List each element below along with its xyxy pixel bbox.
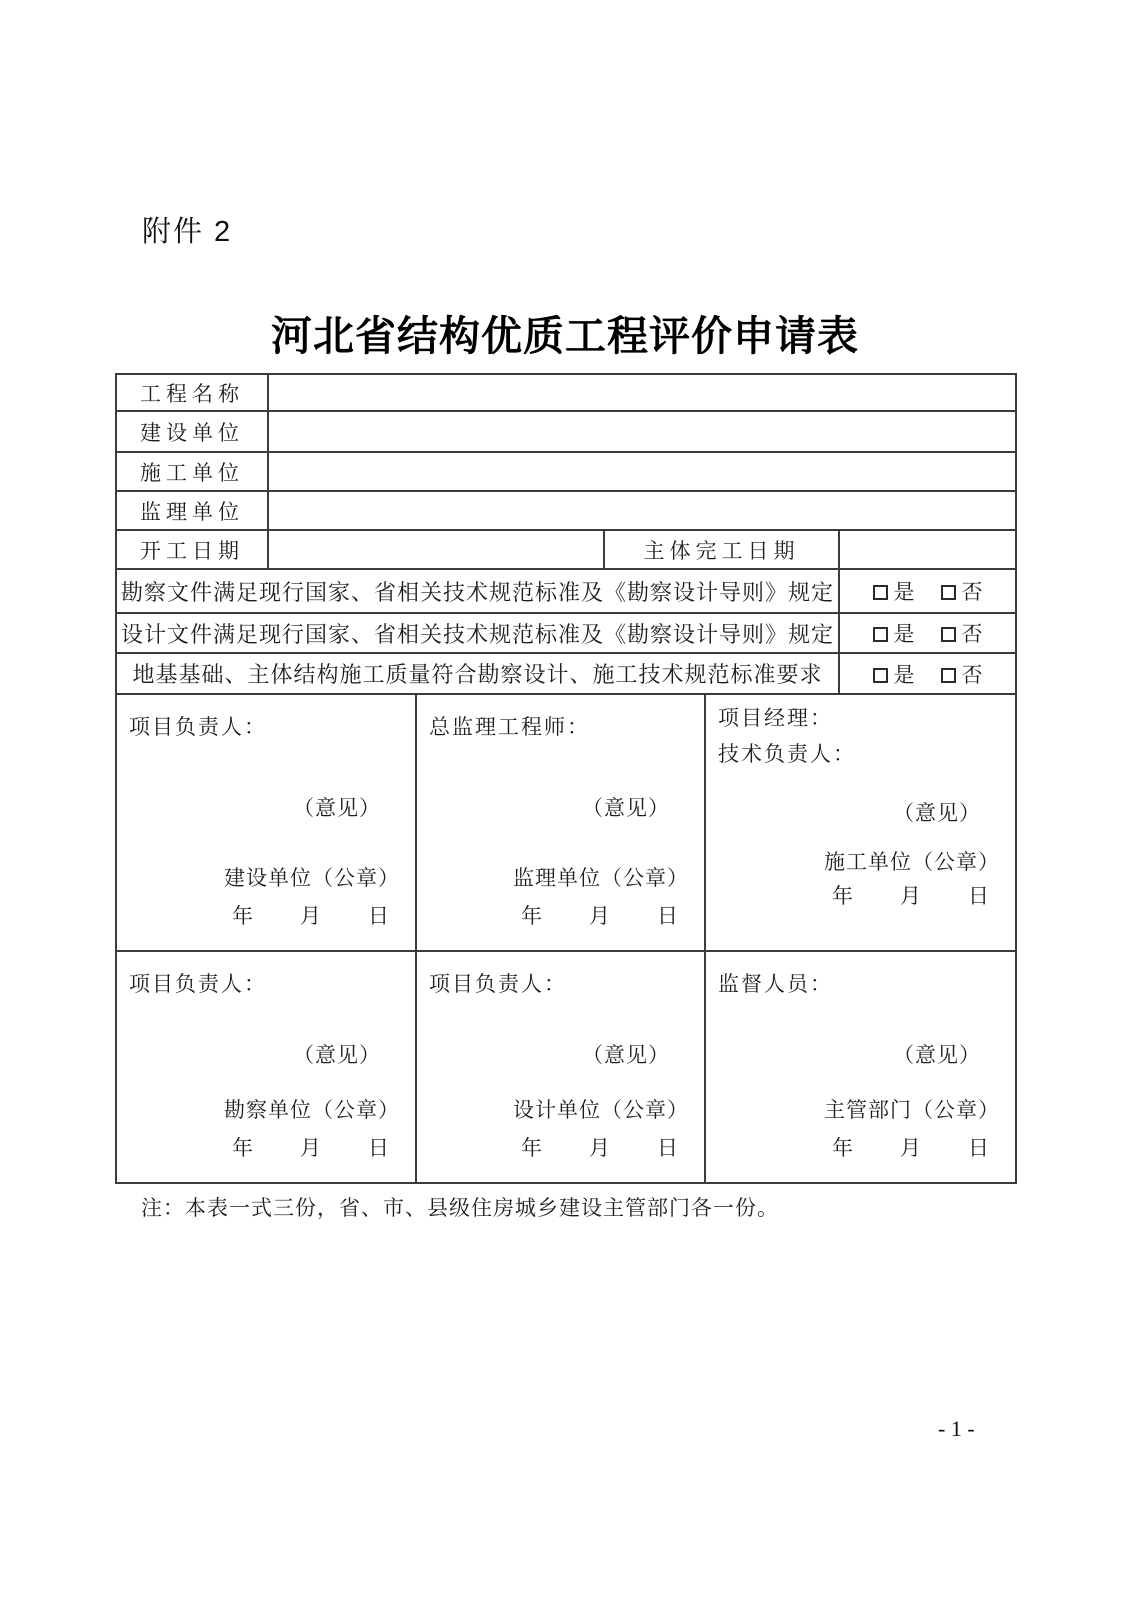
yes-label: 是 [893, 662, 915, 687]
year-label: 年 [232, 904, 253, 928]
table-row-owner-unit [116, 411, 1016, 452]
day-label: 日 [968, 884, 990, 908]
sig-role-labels [706, 695, 1015, 772]
no-option [941, 659, 983, 689]
stamp-line: 主管部门（公章） [824, 1098, 1001, 1122]
signature-cell-supervision[interactable] [416, 694, 705, 951]
opinion-placeholder: （意见） [293, 1043, 381, 1068]
footnote: 注：本表一式三份，省、市、县级住房城乡建设主管部门各一份。 [141, 1196, 779, 1220]
month-label: 月 [300, 904, 321, 928]
supervision-unit-value-cell[interactable] [268, 491, 1016, 530]
sig-role-label: 项目经理： [718, 706, 833, 730]
signature-cell-authority[interactable] [705, 951, 1016, 1183]
date-line [232, 1132, 389, 1162]
sig-role-label: 项目负责人： [129, 715, 267, 739]
day-label: 日 [657, 904, 678, 928]
owner-unit-value-cell[interactable] [268, 411, 1016, 452]
sig-role-label: 项目负责人： [429, 972, 567, 996]
foundation-compliance-checkboxes [839, 653, 1016, 694]
no-label: 否 [961, 662, 983, 687]
month-label: 月 [300, 1136, 321, 1160]
opinion-placeholder: （意见） [582, 1043, 670, 1068]
contractor-unit-value-cell[interactable] [268, 452, 1016, 491]
stamp-line: 勘察单位（公章） [224, 1098, 400, 1122]
year-label: 年 [832, 1136, 854, 1160]
table-row-signatures-2 [116, 951, 1016, 1183]
no-label: 否 [961, 580, 983, 604]
project-name-value-cell[interactable] [268, 374, 1016, 411]
opinion-placeholder: （意见） [893, 1043, 982, 1068]
signature-cell-survey[interactable] [116, 951, 416, 1183]
yes-checkbox[interactable] [873, 668, 888, 683]
date-line [521, 1132, 678, 1162]
sig-role-labels [117, 952, 415, 1002]
no-checkbox[interactable] [941, 668, 956, 683]
yes-option [873, 576, 915, 606]
table-row-foundation-compliance [116, 653, 1016, 694]
table-row-survey-compliance [116, 569, 1016, 613]
completion-date-value-cell[interactable] [839, 530, 1016, 569]
sig-role-label: 技术负责人： [718, 742, 856, 766]
sig-role-labels [117, 695, 415, 745]
year-label: 年 [232, 1136, 253, 1160]
start-date-value-cell[interactable] [268, 530, 604, 569]
date-line [521, 900, 678, 930]
sig-role-labels [417, 695, 704, 745]
opinion-placeholder: （意见） [893, 801, 982, 825]
signature-cell-owner[interactable] [116, 694, 416, 951]
stamp-line: 建设单位（公章） [224, 866, 400, 890]
yes-label: 是 [893, 580, 915, 604]
no-checkbox[interactable] [941, 627, 956, 642]
year-label: 年 [521, 1136, 542, 1160]
design-compliance-checkboxes [839, 613, 1016, 653]
no-checkbox[interactable] [941, 585, 956, 600]
attachment-label: 附件 2 [142, 216, 233, 248]
supervision-unit-label: 监理单位 [116, 491, 268, 530]
no-option [941, 576, 983, 606]
day-label: 日 [968, 1136, 990, 1160]
owner-unit-label: 建设单位 [116, 411, 268, 452]
table-row-design-compliance [116, 613, 1016, 653]
yes-checkbox[interactable] [873, 627, 888, 642]
stamp-line: 监理单位（公章） [513, 866, 689, 890]
year-label: 年 [521, 904, 542, 928]
foundation-compliance-text: 地基基础、主体结构施工质量符合勘察设计、施工技术规范标准要求 [116, 653, 839, 694]
date-line [232, 900, 389, 930]
month-label: 月 [900, 1136, 922, 1160]
table-row-contractor-unit [116, 452, 1016, 491]
survey-compliance-text: 勘察文件满足现行国家、省相关技术规范标准及《勘察设计导则》规定 [116, 569, 839, 613]
day-label: 日 [657, 1136, 678, 1160]
table-row-project-name [116, 374, 1016, 411]
table-row-signatures-1 [116, 694, 1016, 951]
survey-compliance-checkboxes [839, 569, 1016, 613]
signature-cell-contractor[interactable] [705, 694, 1016, 951]
month-label: 月 [589, 904, 610, 928]
month-label: 月 [900, 884, 922, 908]
application-form-table [115, 373, 1017, 1184]
yes-option [873, 618, 915, 648]
opinion-placeholder: （意见） [582, 795, 670, 820]
date-line [832, 1132, 989, 1162]
page-title: 河北省结构优质工程评价申请表 [271, 313, 859, 359]
project-name-label: 工程名称 [116, 374, 268, 411]
no-label: 否 [961, 622, 983, 646]
completion-date-label: 主体完工日期 [604, 530, 839, 569]
start-date-label: 开工日期 [116, 530, 268, 569]
sig-role-label: 监督人员： [718, 972, 833, 996]
month-label: 月 [589, 1136, 610, 1160]
stamp-line: 设计单位（公章） [513, 1098, 689, 1122]
yes-checkbox[interactable] [873, 585, 888, 600]
table-row-supervision-unit [116, 491, 1016, 530]
signature-cell-design[interactable] [416, 951, 705, 1183]
yes-option [873, 659, 915, 689]
page-number: - 1 - [938, 1416, 975, 1441]
sig-role-label: 总监理工程师： [429, 715, 590, 739]
date-line [832, 880, 989, 910]
no-option [941, 618, 983, 648]
sig-role-label: 项目负责人： [129, 972, 267, 996]
day-label: 日 [368, 1136, 389, 1160]
table-row-dates [116, 530, 1016, 569]
sig-role-labels [706, 952, 1015, 1002]
sig-role-labels [417, 952, 704, 1002]
year-label: 年 [832, 884, 854, 908]
opinion-placeholder: （意见） [293, 795, 381, 820]
day-label: 日 [368, 904, 389, 928]
stamp-line: 施工单位（公章） [824, 850, 1001, 874]
yes-label: 是 [893, 622, 915, 646]
design-compliance-text: 设计文件满足现行国家、省相关技术规范标准及《勘察设计导则》规定 [116, 613, 839, 653]
contractor-unit-label: 施工单位 [116, 452, 268, 491]
